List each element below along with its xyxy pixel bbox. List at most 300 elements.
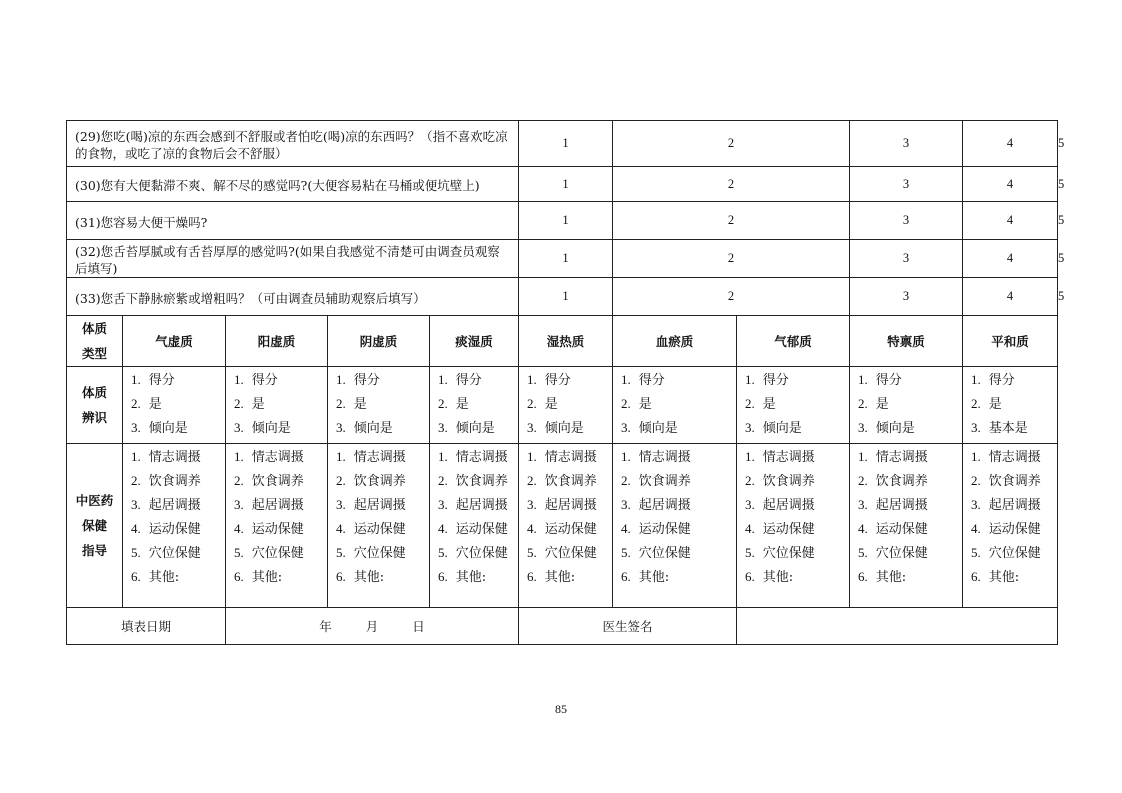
identification-option <box>336 395 429 419</box>
type-blood-stasis: 血瘀质 <box>613 316 737 367</box>
identification-option <box>858 371 962 395</box>
constitution-type-row <box>67 316 1058 367</box>
option-number: 2. <box>527 396 537 411</box>
score-option-1[interactable]: 1 <box>519 167 613 202</box>
identification-option <box>971 395 1057 419</box>
option-label: 穴位保健 <box>638 546 691 561</box>
guidance-option <box>971 496 1057 520</box>
option-number: 2. <box>971 396 981 411</box>
identification-option <box>621 371 736 395</box>
option-number: 4. <box>971 521 981 536</box>
option-label: 倾向是 <box>762 421 802 436</box>
identification-row <box>67 367 1058 444</box>
option-number: 5. <box>971 545 981 560</box>
option-label: 穴位保健 <box>148 546 201 561</box>
option-number: 2. <box>858 396 868 411</box>
option-label: 穴位保健 <box>762 546 815 561</box>
option-number: 5. <box>234 545 244 560</box>
guidance-option <box>131 496 225 520</box>
guidance-option <box>621 496 736 520</box>
option-label: 穴位保健 <box>875 546 928 561</box>
option-number: 2. <box>234 396 244 411</box>
guidance-option <box>621 544 736 568</box>
guidance-cell[interactable] <box>430 444 519 608</box>
option-label: 运动保健 <box>148 522 201 537</box>
identification-option <box>621 395 736 419</box>
guidance-option <box>438 496 518 520</box>
guidance-option <box>131 544 225 568</box>
option-number: 1. <box>621 449 631 464</box>
option-number: 6. <box>745 569 755 584</box>
identification-cell[interactable] <box>963 367 1058 444</box>
option-label: 是 <box>638 397 652 412</box>
score-option-4[interactable]: 4 <box>963 240 1058 278</box>
guidance-option <box>336 448 429 472</box>
question-text: (30)您有大便黏滞不爽、解不尽的感觉吗?(大便容易粘在马桶或便坑壁上) <box>67 167 519 202</box>
option-label: 基本是 <box>988 421 1028 436</box>
guidance-option <box>527 568 612 592</box>
option-label: 运动保健 <box>638 522 691 537</box>
option-label: 情志调摄 <box>988 450 1041 465</box>
guidance-option <box>527 544 612 568</box>
option-label: 得分 <box>638 373 665 388</box>
question-row: (33)您舌下静脉瘀紫或增粗吗？（可由调查员辅助观察后填写） 1 2 3 4 5 <box>67 278 1058 316</box>
option-label: 倾向是 <box>251 421 291 436</box>
option-label: 其他: <box>148 570 180 585</box>
guidance-option <box>745 568 849 592</box>
identification-option <box>438 419 518 443</box>
identification-option <box>745 419 849 443</box>
doctor-signature-field[interactable] <box>737 608 1058 645</box>
identification-cell[interactable] <box>613 367 737 444</box>
option-number: 2. <box>621 396 631 411</box>
option-label: 得分 <box>762 373 789 388</box>
option-number: 3. <box>971 497 981 512</box>
option-number: 1. <box>527 372 537 387</box>
guidance-option <box>858 496 962 520</box>
option-number: 3. <box>971 420 981 435</box>
fill-date-field[interactable] <box>226 608 519 645</box>
option-label: 其他: <box>455 570 487 585</box>
option-number: 5. <box>438 545 448 560</box>
option-label: 情志调摄 <box>148 450 201 465</box>
option-label: 起居调摄 <box>353 498 406 513</box>
identification-cell[interactable] <box>430 367 519 444</box>
option-label: 是 <box>988 397 1002 412</box>
score-option-3[interactable]: 3 <box>850 167 963 202</box>
option-number: 4. <box>527 521 537 536</box>
guidance-option <box>745 520 849 544</box>
guidance-option <box>621 472 736 496</box>
identification-option <box>858 395 962 419</box>
option-number: 6. <box>527 569 537 584</box>
guidance-option <box>131 472 225 496</box>
guidance-option <box>336 544 429 568</box>
constitution-type-label: 体质 类型 <box>67 316 123 367</box>
option-number: 1. <box>438 372 448 387</box>
identification-option <box>438 395 518 419</box>
identification-cell[interactable] <box>226 367 328 444</box>
guidance-cell[interactable] <box>737 444 850 608</box>
guidance-option <box>131 448 225 472</box>
guidance-option <box>234 520 327 544</box>
option-label: 得分 <box>455 373 482 388</box>
guidance-cell[interactable] <box>328 444 430 608</box>
option-label: 得分 <box>353 373 380 388</box>
score-option-2[interactable]: 2 <box>613 202 850 240</box>
guidance-option <box>971 520 1057 544</box>
guidance-cell[interactable] <box>123 444 226 608</box>
score-option-2[interactable]: 2 <box>613 167 850 202</box>
option-number: 1. <box>438 449 448 464</box>
guidance-cell[interactable] <box>519 444 613 608</box>
question-text: (31)您容易大便干燥吗? <box>67 202 519 240</box>
option-number: 4. <box>438 521 448 536</box>
guidance-option <box>234 472 327 496</box>
guidance-option <box>858 544 962 568</box>
type-phlegm-dampness: 痰湿质 <box>430 316 519 367</box>
identification-cell[interactable] <box>737 367 850 444</box>
option-number: 1. <box>336 372 346 387</box>
option-label: 运动保健 <box>988 522 1041 537</box>
questions-body <box>67 121 1065 316</box>
identification-cell[interactable] <box>519 367 613 444</box>
option-label: 是 <box>455 397 469 412</box>
option-number: 1. <box>234 449 244 464</box>
option-label: 饮食调养 <box>455 474 508 489</box>
option-label: 运动保健 <box>875 522 928 537</box>
type-qi-stagnation: 气郁质 <box>737 316 850 367</box>
identification-option <box>336 419 429 443</box>
score-option-4[interactable]: 4 <box>963 121 1058 167</box>
option-number: 3. <box>438 497 448 512</box>
option-label: 倾向是 <box>638 421 678 436</box>
score-option-3[interactable]: 3 <box>850 121 963 167</box>
option-label: 起居调摄 <box>988 498 1041 513</box>
footer-row <box>67 608 1058 645</box>
option-number: 2. <box>745 473 755 488</box>
option-number: 3. <box>527 420 537 435</box>
type-balanced: 平和质 <box>963 316 1058 367</box>
score-option-4[interactable]: 4 <box>963 278 1058 316</box>
month-label: 月 <box>365 619 379 634</box>
option-number: 4. <box>745 521 755 536</box>
guidance-option <box>527 472 612 496</box>
option-number: 5. <box>336 545 346 560</box>
option-number: 2. <box>336 473 346 488</box>
score-option-1[interactable]: 1 <box>519 278 613 316</box>
option-label: 倾向是 <box>148 421 188 436</box>
score-option-1[interactable]: 1 <box>519 240 613 278</box>
option-number: 3. <box>131 420 141 435</box>
score-option-1[interactable]: 1 <box>519 202 613 240</box>
option-number: 2. <box>131 473 141 488</box>
guidance-option <box>745 544 849 568</box>
option-number: 4. <box>234 521 244 536</box>
identification-cell[interactable] <box>328 367 430 444</box>
option-number: 1. <box>858 372 868 387</box>
guidance-option <box>745 448 849 472</box>
option-label: 是 <box>875 397 889 412</box>
option-number: 2. <box>438 396 448 411</box>
option-label: 是 <box>251 397 265 412</box>
guidance-option <box>971 568 1057 592</box>
option-number: 6. <box>336 569 346 584</box>
score-option-3[interactable]: 3 <box>850 202 963 240</box>
option-label: 情志调摄 <box>762 450 815 465</box>
option-label: 起居调摄 <box>148 498 201 513</box>
option-label: 倾向是 <box>455 421 495 436</box>
option-number: 3. <box>621 497 631 512</box>
option-label: 其他: <box>353 570 385 585</box>
guidance-option <box>234 568 327 592</box>
option-label: 饮食调养 <box>353 474 406 489</box>
guidance-option <box>858 568 962 592</box>
option-number: 1. <box>234 372 244 387</box>
option-label: 运动保健 <box>251 522 304 537</box>
option-label: 起居调摄 <box>762 498 815 513</box>
identification-cell[interactable] <box>123 367 226 444</box>
type-yin-deficiency: 阴虚质 <box>328 316 430 367</box>
guidance-option <box>621 520 736 544</box>
identification-option <box>971 371 1057 395</box>
option-label: 是 <box>544 397 558 412</box>
identification-label: 体质 辨识 <box>67 367 123 444</box>
type-damp-heat: 湿热质 <box>519 316 613 367</box>
option-label: 饮食调养 <box>638 474 691 489</box>
option-number: 5. <box>131 545 141 560</box>
guidance-option <box>336 568 429 592</box>
guidance-option <box>527 496 612 520</box>
guidance-label: 中医药 保健 指导 <box>67 444 123 608</box>
score-option-3[interactable]: 3 <box>850 240 963 278</box>
option-number: 1. <box>336 449 346 464</box>
option-number: 2. <box>438 473 448 488</box>
guidance-option <box>234 448 327 472</box>
year-label: 年 <box>319 619 332 634</box>
guidance-option <box>336 496 429 520</box>
identification-option <box>438 371 518 395</box>
option-number: 6. <box>971 569 981 584</box>
option-number: 6. <box>234 569 244 584</box>
option-label: 其他: <box>988 570 1020 585</box>
question-text: (29)您吃(喝)凉的东西会感到不舒服或者怕吃(喝)凉的东西吗？（指不喜欢吃凉的食物，或吃了凉的食物后会不舒服） <box>67 121 519 167</box>
option-label: 情志调摄 <box>544 450 597 465</box>
option-label: 穴位保健 <box>988 546 1041 561</box>
guidance-option <box>131 568 225 592</box>
score-option-2[interactable]: 2 <box>613 278 850 316</box>
option-label: 起居调摄 <box>455 498 508 513</box>
option-number: 2. <box>621 473 631 488</box>
option-number: 1. <box>527 449 537 464</box>
option-number: 2. <box>858 473 868 488</box>
option-number: 5. <box>858 545 868 560</box>
option-label: 情志调摄 <box>455 450 508 465</box>
option-label: 穴位保健 <box>544 546 597 561</box>
option-number: 6. <box>621 569 631 584</box>
option-label: 起居调摄 <box>875 498 928 513</box>
option-label: 穴位保健 <box>353 546 406 561</box>
day-label: 日 <box>412 619 425 634</box>
question-row: (29)您吃(喝)凉的东西会感到不舒服或者怕吃(喝)凉的东西吗？（指不喜欢吃凉的食物，或吃了凉的食物后会不舒服） 1 2 3 4 5 <box>67 121 1058 167</box>
option-label: 得分 <box>988 373 1015 388</box>
guidance-option <box>336 472 429 496</box>
identification-option <box>745 395 849 419</box>
guidance-option <box>621 448 736 472</box>
option-number: 4. <box>336 521 346 536</box>
option-label: 穴位保健 <box>251 546 304 561</box>
option-number: 5. <box>745 545 755 560</box>
guidance-cell[interactable] <box>963 444 1058 608</box>
guidance-row <box>67 444 1058 608</box>
option-number: 3. <box>621 420 631 435</box>
type-special: 特禀质 <box>850 316 963 367</box>
type-qi-deficiency: 气虚质 <box>123 316 226 367</box>
guidance-option <box>858 520 962 544</box>
option-label: 饮食调养 <box>251 474 304 489</box>
guidance-option <box>745 496 849 520</box>
option-number: 4. <box>621 521 631 536</box>
identification-cell[interactable] <box>850 367 963 444</box>
option-number: 2. <box>971 473 981 488</box>
option-label: 情志调摄 <box>638 450 691 465</box>
score-option-4[interactable]: 4 <box>963 202 1058 240</box>
guidance-cell[interactable] <box>613 444 737 608</box>
option-number: 2. <box>336 396 346 411</box>
identification-option <box>131 419 225 443</box>
doctor-signature-label: 医生签名 <box>519 608 737 645</box>
option-number: 4. <box>858 521 868 536</box>
identification-option <box>336 371 429 395</box>
guidance-cell[interactable] <box>850 444 963 608</box>
option-number: 3. <box>858 420 868 435</box>
option-label: 运动保健 <box>455 522 508 537</box>
guidance-option <box>971 544 1057 568</box>
option-number: 2. <box>527 473 537 488</box>
option-label: 饮食调养 <box>148 474 201 489</box>
fill-date-label: 填表日期 <box>67 608 226 645</box>
option-number: 3. <box>131 497 141 512</box>
summary-body <box>67 316 1058 645</box>
guidance-option <box>234 544 327 568</box>
guidance-option <box>858 448 962 472</box>
option-label: 倾向是 <box>544 421 584 436</box>
option-number: 3. <box>336 420 346 435</box>
identification-option <box>858 419 962 443</box>
option-label: 得分 <box>148 373 175 388</box>
question-text: (32)您舌苔厚腻或有舌苔厚厚的感觉吗?(如果自我感觉不清楚可由调查员观察后填写) <box>67 240 519 278</box>
option-number: 1. <box>621 372 631 387</box>
option-number: 6. <box>438 569 448 584</box>
guidance-option <box>621 568 736 592</box>
option-number: 1. <box>131 372 141 387</box>
option-label: 起居调摄 <box>638 498 691 513</box>
option-label: 情志调摄 <box>251 450 304 465</box>
identification-option <box>234 395 327 419</box>
question-row: (31)您容易大便干燥吗? 1 2 3 4 5 <box>67 202 1058 240</box>
option-number: 5. <box>527 545 537 560</box>
identification-option <box>527 419 612 443</box>
guidance-option <box>336 520 429 544</box>
option-number: 3. <box>745 420 755 435</box>
guidance-option <box>858 472 962 496</box>
identification-option <box>131 371 225 395</box>
guidance-option <box>234 496 327 520</box>
question-text: (33)您舌下静脉瘀紫或增粗吗？（可由调查员辅助观察后填写） <box>67 278 519 316</box>
guidance-option <box>971 472 1057 496</box>
option-label: 其他: <box>544 570 576 585</box>
score-option-1[interactable]: 1 <box>519 121 613 167</box>
guidance-option <box>438 448 518 472</box>
option-label: 是 <box>353 397 367 412</box>
option-label: 是 <box>762 397 776 412</box>
option-number: 3. <box>858 497 868 512</box>
identification-option <box>971 419 1057 443</box>
option-label: 其他: <box>875 570 907 585</box>
option-number: 6. <box>858 569 868 584</box>
option-label: 运动保健 <box>544 522 597 537</box>
identification-option <box>745 371 849 395</box>
guidance-option <box>131 520 225 544</box>
option-label: 起居调摄 <box>251 498 304 513</box>
option-label: 饮食调养 <box>544 474 597 489</box>
option-number: 1. <box>971 372 981 387</box>
score-option-2[interactable]: 2 <box>613 240 850 278</box>
constitution-form-table <box>66 120 1065 645</box>
score-option-3[interactable]: 3 <box>850 278 963 316</box>
option-label: 饮食调养 <box>988 474 1041 489</box>
option-label: 得分 <box>251 373 278 388</box>
option-label: 穴位保健 <box>455 546 508 561</box>
option-label: 其他: <box>251 570 283 585</box>
identification-option <box>131 395 225 419</box>
option-label: 得分 <box>875 373 902 388</box>
option-label: 得分 <box>544 373 571 388</box>
option-label: 倾向是 <box>353 421 393 436</box>
guidance-option <box>438 544 518 568</box>
option-number: 3. <box>234 497 244 512</box>
option-number: 1. <box>971 449 981 464</box>
option-label: 倾向是 <box>875 421 915 436</box>
option-label: 饮食调养 <box>762 474 815 489</box>
option-label: 起居调摄 <box>544 498 597 513</box>
option-number: 3. <box>527 497 537 512</box>
option-number: 1. <box>858 449 868 464</box>
option-label: 其他: <box>762 570 794 585</box>
guidance-option <box>527 448 612 472</box>
option-number: 6. <box>131 569 141 584</box>
option-label: 情志调摄 <box>875 450 928 465</box>
guidance-cell[interactable] <box>226 444 328 608</box>
option-number: 3. <box>234 420 244 435</box>
option-label: 饮食调养 <box>875 474 928 489</box>
option-number: 5. <box>621 545 631 560</box>
option-number: 2. <box>234 473 244 488</box>
question-row: (32)您舌苔厚腻或有舌苔厚厚的感觉吗?(如果自我感觉不清楚可由调查员观察后填写) 1 2 3 4 5 <box>67 240 1058 278</box>
option-number: 3. <box>745 497 755 512</box>
option-number: 1. <box>131 449 141 464</box>
guidance-option <box>527 520 612 544</box>
score-option-4[interactable]: 4 <box>963 167 1058 202</box>
score-option-2[interactable]: 2 <box>613 121 850 167</box>
guidance-option <box>971 448 1057 472</box>
option-label: 运动保健 <box>353 522 406 537</box>
guidance-option <box>438 472 518 496</box>
option-number: 3. <box>438 420 448 435</box>
option-label: 情志调摄 <box>353 450 406 465</box>
option-number: 2. <box>131 396 141 411</box>
option-label: 其他: <box>638 570 670 585</box>
